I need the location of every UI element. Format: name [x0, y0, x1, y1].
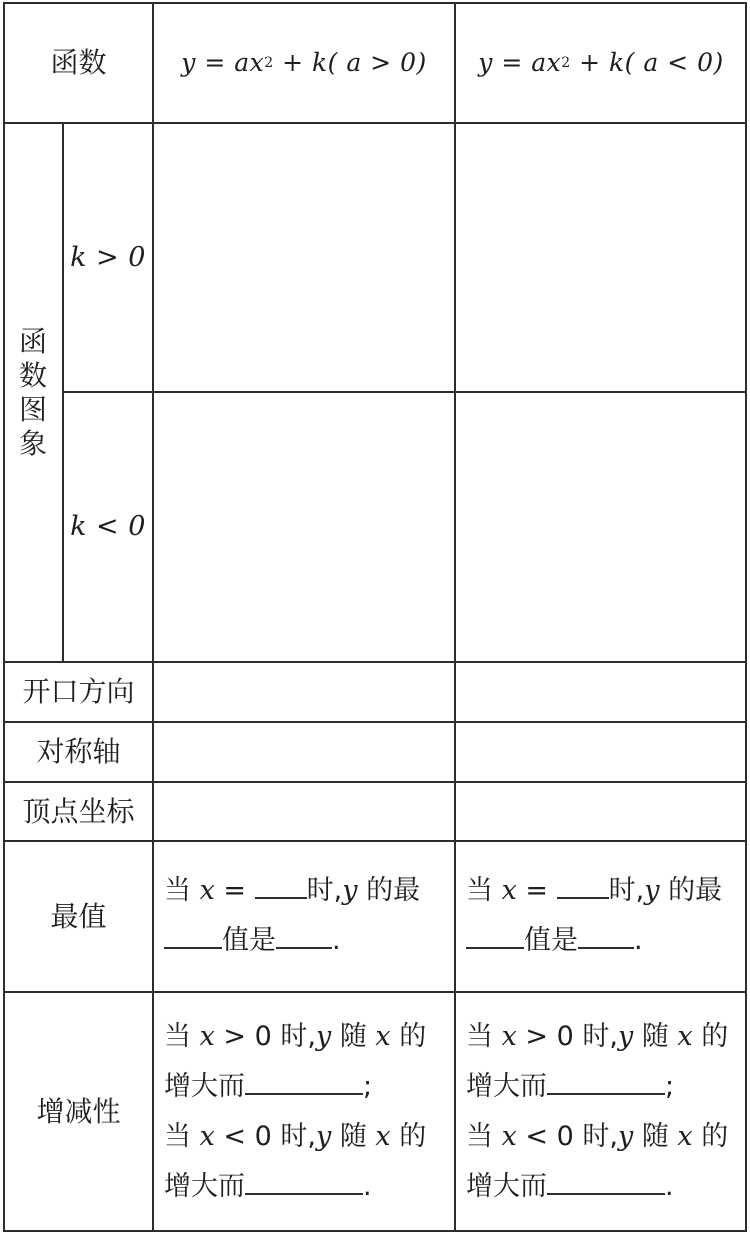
monotonic-text-a-negative [466, 1012, 728, 1212]
monotonic-line-4: 增大而 . [466, 1162, 728, 1212]
row-symmetry-axis: 对称轴 [36, 735, 121, 769]
header-function-label: 函数 [50, 46, 107, 80]
col-divider [454, 2, 456, 1232]
answer-blank[interactable] [578, 921, 634, 949]
answer-blank[interactable] [547, 1067, 665, 1095]
monotonic-line-1: 当 x > 0 时,y 随 x 的 [164, 1021, 427, 1052]
formula-prefix: y = ax [478, 48, 562, 77]
extreme-line-1: 当 x = 时,y 的最 [164, 866, 420, 916]
answer-blank[interactable] [557, 871, 609, 899]
formula-exponent: 2 [561, 54, 571, 71]
graph-label-char: 函 [18, 325, 47, 358]
header-function [4, 3, 153, 123]
formula-prefix: y = ax [181, 48, 265, 77]
answer-blank[interactable] [255, 871, 307, 899]
extreme-line-2: 值是 . [164, 916, 420, 966]
answer-blank[interactable] [164, 921, 222, 949]
answer-blank[interactable] [276, 921, 332, 949]
extreme-line-2: 值是 . [466, 916, 722, 966]
monotonic-line-2: 增大而 ; [466, 1062, 728, 1112]
k-positive-label: k > 0 [70, 241, 146, 273]
graph-label-char: 象 [18, 427, 47, 460]
monotonic-line-4: 增大而 . [164, 1162, 426, 1212]
answer-blank[interactable] [245, 1067, 363, 1095]
row-extreme-value: 最值 [50, 899, 107, 933]
graph-label-char: 图 [18, 393, 47, 426]
header-a-negative [456, 3, 746, 123]
extreme-text-a-negative [466, 866, 722, 966]
monotonic-line-2: 增大而 ; [164, 1062, 426, 1112]
table-border-right [745, 2, 747, 1232]
row-vertex: 顶点坐标 [22, 794, 135, 828]
k-negative-label: k < 0 [70, 510, 146, 542]
monotonic-text-a-positive [164, 1012, 426, 1212]
extreme-text-a-positive [164, 866, 420, 966]
row-monotonicity: 增减性 [36, 1094, 121, 1128]
monotonic-line-3: 当 x < 0 时,y 随 x 的 [466, 1121, 729, 1152]
monotonic-line-3: 当 x < 0 时,y 随 x 的 [164, 1121, 427, 1152]
row-divider [62, 391, 747, 393]
formula-suffix: + k( a > 0) [273, 48, 427, 77]
answer-blank[interactable] [466, 921, 524, 949]
graph-label-char: 数 [18, 359, 47, 392]
header-a-positive [154, 3, 454, 123]
monotonic-line-1: 当 x > 0 时,y 随 x 的 [466, 1021, 729, 1052]
answer-blank[interactable] [547, 1167, 665, 1195]
graph-section-label [4, 124, 62, 662]
formula-exponent: 2 [264, 54, 274, 71]
table-border-bottom [3, 1230, 747, 1232]
extreme-line-1: 当 x = 时,y 的最 [466, 866, 722, 916]
formula-suffix: + k( a < 0) [570, 48, 724, 77]
row-opening-direction: 开口方向 [22, 675, 135, 709]
answer-blank[interactable] [245, 1167, 363, 1195]
